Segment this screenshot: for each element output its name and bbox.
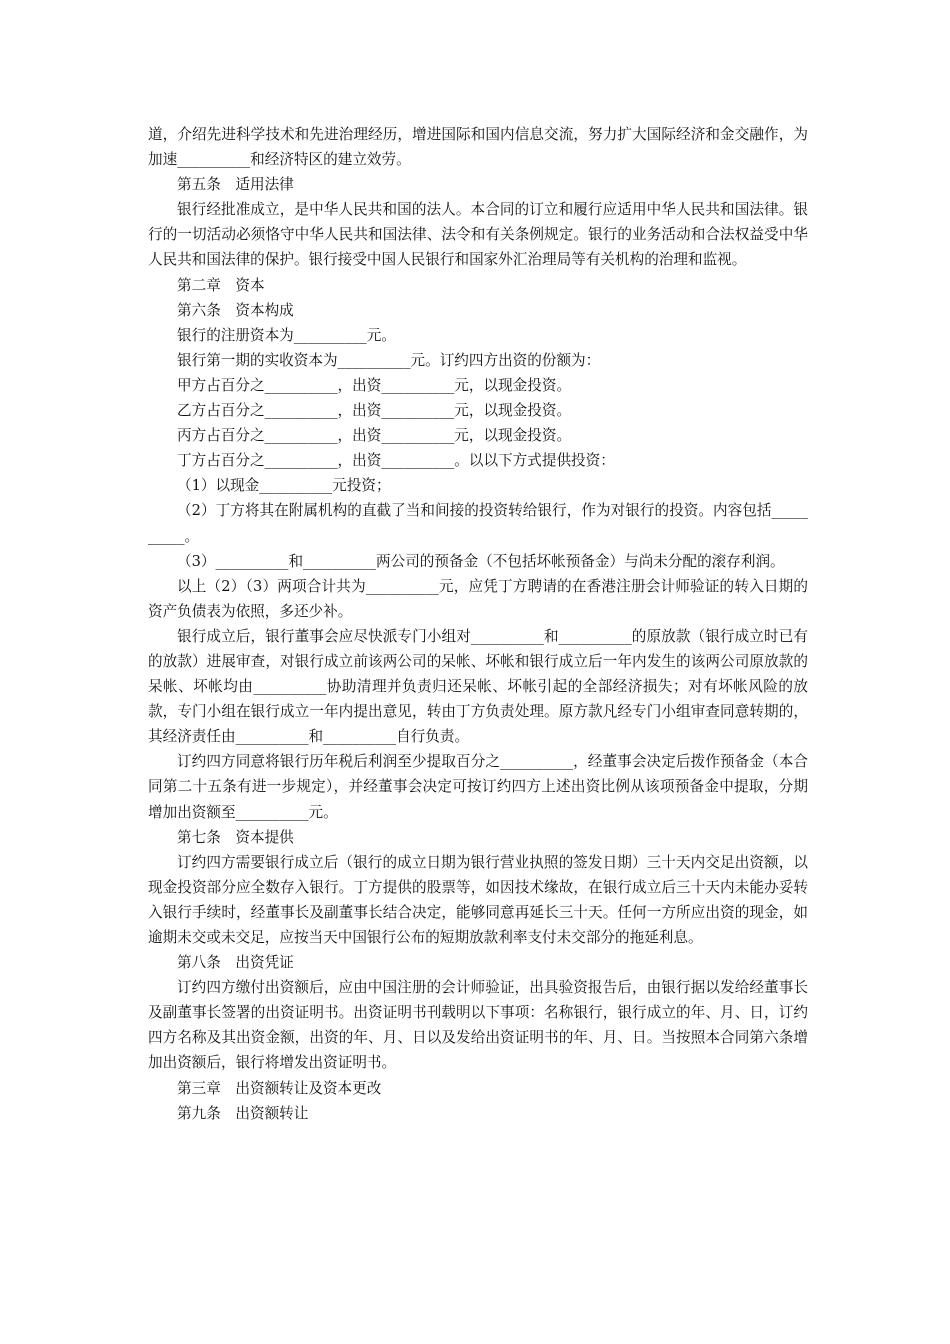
party-d-share-line: 丁方占百分之__________，出资__________。以以下方式提供投资： [177,452,615,470]
article-8-heading: 第八条 出资凭证 [177,954,294,972]
article-5-heading: 第五条 适用法律 [177,176,294,194]
article-5-body: 银行经批准成立，是中华人民共和国的法人。本合同的订立和履行应适用中华人民共和国法律。银行的一切活动必须恪守中华人民共和国法律、法令和有关条例规定。银行的业务活动和合法权益受中华人民共和国法律的保护。银行接受中国人民银行和国家外汇治理局等有关机构的治理和监视。 [148,201,808,269]
article-7-heading: 第七条 资本提供 [177,828,294,846]
article-7-body: 订约四方需要银行成立后（银行的成立日期为银行营业执照的签发日期）三十天内交足出资额，以现金投资部分应全数存入银行。丁方提供的股票等，如因技术缘故，在银行成立后三十天内未能办妥转入银行手续时，经董事长及副董事长结合决定，能够同意再延长三十天。任何一方所应出资的现金，如逾期未交或未交足，应按当天中国银行公布的短期放款利率支付未交部分的拖延利息。 [148,853,808,946]
chapter-2-heading: 第二章 资本 [177,276,265,294]
paragraph-continuation: 道，介绍先进科学技术和先进治理经历，增进国际和国内信息交流，努力扩大国际经济和金交融作，为加速__________和经济特区的建立效劳。 [148,126,808,169]
loan-review-paragraph: 银行成立后，银行董事会应尽快派专门小组对__________和__________的原放款（银行成立时已有的放款）进展审查，对银行成立前该两公司的呆帐、坏帐和银行成立后一年内发生的该两公司原放款的呆帐、坏帐均由__________协助清理并负责归还呆帐、坏帐引起的全部经济损失；对有坏帐风险的放款，专门小组在银行成立一年内提出意见，转由丁方负责处理。原方款凡经专门小组审查同意转期的，其经济责任由__________和__________自行负责。 [148,627,808,746]
investment-item-2: （2）丁方将其在附属机构的直截了当和间接的投资转给银行，作为对银行的投资。内容包括__________。 [148,502,808,545]
chapter-3-heading: 第三章 出资额转让及资本更改 [177,1079,382,1097]
party-a-share-line: 甲方占百分之__________，出资__________元，以现金投资。 [177,376,572,394]
party-c-share-line: 丙方占百分之__________，出资__________元，以现金投资。 [177,427,572,445]
document-body [148,122,808,1126]
investment-item-3: （3）__________和__________两公司的预备金（不包括坏帐预备金）与尚未分配的滚存利润。 [177,552,785,570]
registered-capital-line: 银行的注册资本为__________元。 [177,326,396,344]
paid-in-capital-line: 银行第一期的实收资本为__________元。订约四方出资的份额为： [177,351,601,369]
items-total-paragraph: 以上（2）（3）两项合计共为__________元，应凭丁方聘请的在香港注册会计师验证的转入日期的资产负债表为依照，多还少补。 [148,577,808,620]
reserve-fund-paragraph: 订约四方同意将银行历年税后利润至少提取百分之__________，经董事会决定后拨作预备金（本合同第二十五条有进一步规定），并经董事会决定可按订约四方上述出资比例从该项预备金中提取，分期增加出资额至__________元。 [148,753,808,821]
article-9-heading: 第九条 出资额转让 [177,1104,309,1122]
investment-item-1: （1）以现金__________元投资； [177,477,391,495]
article-6-heading: 第六条 资本构成 [177,301,294,319]
party-b-share-line: 乙方占百分之__________，出资__________元，以现金投资。 [177,402,572,420]
article-8-body: 订约四方缴付出资额后，应由中国注册的会计师验证，出具验资报告后，由银行据以发给经董事长及副董事长签署的出资证明书。出资证明书刊载明以下事项：名称银行，银行成立的年、月、日，订约四方名称及其出资金额，出资的年、月、日以及发给出资证明书的年、月、日。当按照本合同第六条增加出资额后，银行将增发出资证明书。 [148,979,808,1072]
